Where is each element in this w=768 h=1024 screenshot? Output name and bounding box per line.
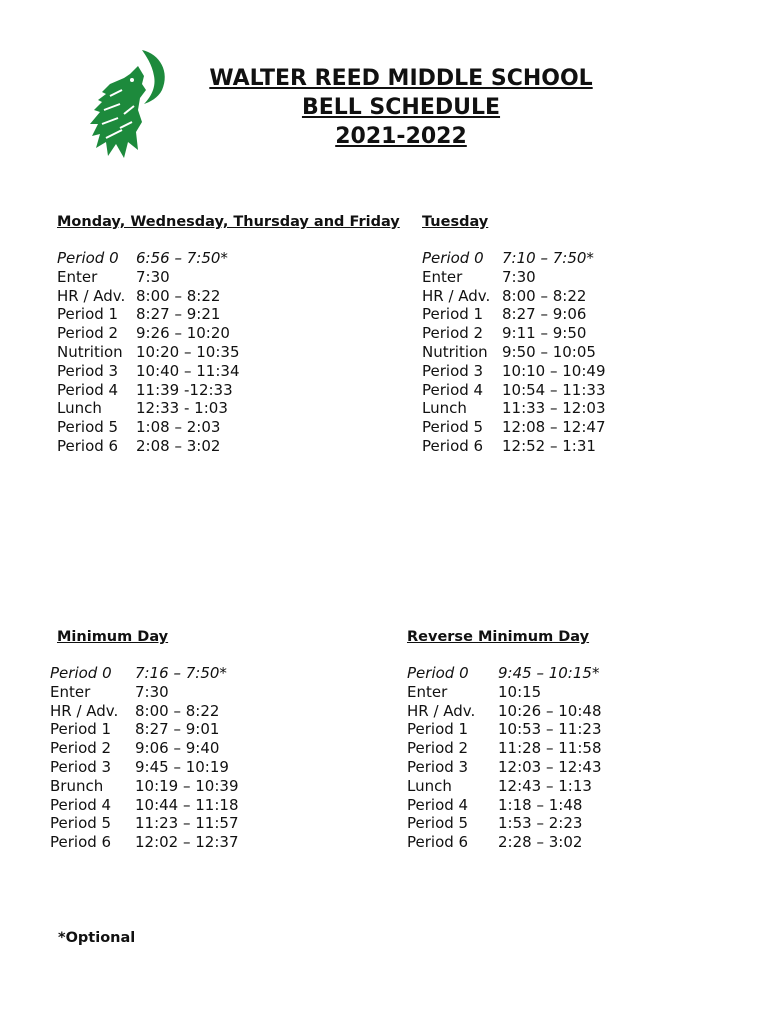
period-time: 8:00 – 8:22 bbox=[135, 701, 220, 720]
schedule-row bbox=[50, 739, 239, 758]
period-time: 9:50 – 10:05 bbox=[502, 342, 596, 361]
period-label: Period 1 bbox=[422, 305, 484, 324]
period-label: Period 4 bbox=[422, 380, 484, 399]
period-label: Period 5 bbox=[407, 814, 469, 833]
schedule-row bbox=[407, 720, 602, 739]
period-time: 10:44 – 11:18 bbox=[135, 795, 239, 814]
school-name: WALTER REED MIDDLE SCHOOL bbox=[209, 66, 593, 91]
schedule-block bbox=[407, 629, 602, 852]
schedule-row bbox=[50, 664, 239, 683]
schedule-row bbox=[422, 249, 606, 268]
schedule-row bbox=[422, 381, 606, 400]
period-time: 9:45 – 10:15* bbox=[498, 664, 600, 682]
period-time: 10:26 – 10:48 bbox=[498, 701, 602, 720]
schedule-row bbox=[407, 796, 602, 815]
schedule-row bbox=[57, 249, 400, 268]
schedule-row bbox=[407, 833, 602, 852]
period-label: Enter bbox=[50, 682, 91, 701]
period-label: Period 6 bbox=[407, 833, 469, 852]
period-time: 10:20 – 10:35 bbox=[136, 342, 240, 361]
school-year: 2021-2022 bbox=[335, 124, 467, 149]
period-label: Lunch bbox=[407, 776, 452, 795]
period-label: Enter bbox=[57, 267, 98, 286]
schedule-row bbox=[422, 268, 606, 287]
schedule-row bbox=[407, 739, 602, 758]
period-time: 9:26 – 10:20 bbox=[136, 324, 230, 343]
schedule-row bbox=[422, 287, 606, 306]
period-label: HR / Adv. bbox=[422, 286, 491, 305]
period-time: 12:02 – 12:37 bbox=[135, 833, 239, 852]
period-time: 6:56 – 7:50* bbox=[136, 249, 228, 267]
period-time: 10:15 bbox=[498, 682, 542, 701]
period-label: Period 1 bbox=[407, 720, 469, 739]
period-label: Period 3 bbox=[422, 361, 484, 380]
document-title: BELL SCHEDULE bbox=[301, 95, 501, 120]
schedule-row bbox=[57, 362, 400, 381]
schedule-row bbox=[422, 324, 606, 343]
period-time: 12:43 – 1:13 bbox=[498, 776, 592, 795]
schedule-row bbox=[422, 343, 606, 362]
period-time: 11:39 -12:33 bbox=[136, 380, 233, 399]
period-label: Period 0 bbox=[57, 249, 119, 267]
schedule-heading: Minimum Day bbox=[57, 629, 169, 645]
schedule-row bbox=[407, 683, 602, 702]
period-time: 8:00 – 8:22 bbox=[136, 286, 221, 305]
schedule-row bbox=[57, 324, 400, 343]
schedule-block bbox=[422, 214, 606, 456]
period-time: 1:53 – 2:23 bbox=[498, 814, 583, 833]
period-label: Lunch bbox=[57, 399, 102, 418]
schedule-row bbox=[50, 777, 239, 796]
schedule-block bbox=[57, 214, 400, 456]
period-time: 12:52 – 1:31 bbox=[502, 436, 596, 455]
schedule-block bbox=[50, 629, 239, 852]
schedule-heading: Tuesday bbox=[422, 214, 489, 230]
period-time: 10:54 – 11:33 bbox=[502, 380, 606, 399]
period-time: 7:30 bbox=[136, 267, 170, 286]
schedule-row bbox=[57, 343, 400, 362]
period-time: 10:53 – 11:23 bbox=[498, 720, 602, 739]
schedule-row bbox=[50, 758, 239, 777]
period-label: Period 5 bbox=[50, 814, 112, 833]
period-time: 8:00 – 8:22 bbox=[502, 286, 587, 305]
period-time: 7:30 bbox=[135, 682, 169, 701]
period-label: Lunch bbox=[422, 399, 467, 418]
period-label: Period 1 bbox=[57, 305, 119, 324]
period-time: 11:28 – 11:58 bbox=[498, 739, 602, 758]
footnote: *Optional bbox=[58, 930, 136, 946]
schedule-row bbox=[407, 758, 602, 777]
period-label: Period 4 bbox=[50, 795, 112, 814]
period-label: Period 2 bbox=[422, 324, 484, 343]
period-label: Period 6 bbox=[422, 436, 484, 455]
period-time: 9:45 – 10:19 bbox=[135, 757, 229, 776]
schedule-row bbox=[57, 268, 400, 287]
period-time: 2:28 – 3:02 bbox=[498, 833, 583, 852]
schedule-row bbox=[50, 683, 239, 702]
schedule-heading: Monday, Wednesday, Thursday and Friday bbox=[57, 214, 400, 230]
schedule-row bbox=[50, 833, 239, 852]
period-label: Enter bbox=[422, 267, 463, 286]
period-time: 10:40 – 11:34 bbox=[136, 361, 240, 380]
period-label: Period 3 bbox=[407, 757, 469, 776]
schedule-row bbox=[50, 796, 239, 815]
schedule-row bbox=[57, 287, 400, 306]
period-label: Enter bbox=[407, 682, 448, 701]
schedule-rows bbox=[407, 664, 602, 852]
schedule-row bbox=[50, 814, 239, 833]
schedule-row bbox=[57, 437, 400, 456]
period-label: Period 0 bbox=[50, 664, 112, 682]
period-label: HR / Adv. bbox=[407, 701, 476, 720]
schedule-row bbox=[57, 418, 400, 437]
period-label: Period 2 bbox=[50, 739, 112, 758]
period-time: 7:16 – 7:50* bbox=[135, 664, 227, 682]
period-time: 8:27 – 9:06 bbox=[502, 305, 587, 324]
period-time: 10:19 – 10:39 bbox=[135, 776, 239, 795]
schedule-row bbox=[422, 399, 606, 418]
schedule-row bbox=[422, 305, 606, 324]
schedule-row bbox=[407, 777, 602, 796]
period-time: 12:33 - 1:03 bbox=[136, 399, 228, 418]
period-time: 8:27 – 9:21 bbox=[136, 305, 221, 324]
period-time: 11:33 – 12:03 bbox=[502, 399, 606, 418]
period-label: Period 4 bbox=[407, 795, 469, 814]
period-time: 2:08 – 3:02 bbox=[136, 436, 221, 455]
period-label: Period 6 bbox=[57, 436, 119, 455]
period-label: Period 2 bbox=[407, 739, 469, 758]
period-time: 7:30 bbox=[502, 267, 536, 286]
period-label: HR / Adv. bbox=[50, 701, 119, 720]
period-label: Period 0 bbox=[407, 664, 469, 682]
period-label: Brunch bbox=[50, 776, 104, 795]
period-time: 10:10 – 10:49 bbox=[502, 361, 606, 380]
period-time: 9:06 – 9:40 bbox=[135, 739, 220, 758]
schedule-row bbox=[407, 702, 602, 721]
school-logo bbox=[80, 44, 176, 164]
schedule-row bbox=[57, 305, 400, 324]
schedule-row bbox=[57, 399, 400, 418]
period-time: 9:11 – 9:50 bbox=[502, 324, 587, 343]
schedule-row bbox=[422, 437, 606, 456]
period-label: Period 5 bbox=[422, 418, 484, 437]
period-label: HR / Adv. bbox=[57, 286, 126, 305]
schedule-row bbox=[407, 664, 602, 683]
period-time: 1:18 – 1:48 bbox=[498, 795, 583, 814]
period-time: 7:10 – 7:50* bbox=[502, 249, 594, 267]
schedule-row bbox=[422, 418, 606, 437]
period-label: Period 4 bbox=[57, 380, 119, 399]
period-label: Period 1 bbox=[50, 720, 112, 739]
schedule-rows bbox=[57, 249, 400, 456]
schedule-row bbox=[422, 362, 606, 381]
period-time: 12:08 – 12:47 bbox=[502, 418, 606, 437]
schedule-rows bbox=[50, 664, 239, 852]
period-label: Period 2 bbox=[57, 324, 119, 343]
period-label: Period 5 bbox=[57, 418, 119, 437]
period-time: 12:03 – 12:43 bbox=[498, 757, 602, 776]
period-label: Nutrition bbox=[422, 342, 488, 361]
wolf-moon-icon bbox=[80, 44, 176, 164]
period-label: Period 3 bbox=[57, 361, 119, 380]
period-label: Period 0 bbox=[422, 249, 484, 267]
schedule-row bbox=[407, 814, 602, 833]
period-label: Period 3 bbox=[50, 757, 112, 776]
schedule-row bbox=[50, 702, 239, 721]
period-label: Nutrition bbox=[57, 342, 123, 361]
period-time: 11:23 – 11:57 bbox=[135, 814, 239, 833]
schedule-rows bbox=[422, 249, 606, 456]
period-label: Period 6 bbox=[50, 833, 112, 852]
period-time: 1:08 – 2:03 bbox=[136, 418, 221, 437]
schedule-row bbox=[50, 720, 239, 739]
schedule-row bbox=[57, 381, 400, 400]
schedule-heading: Reverse Minimum Day bbox=[407, 629, 590, 645]
period-time: 8:27 – 9:01 bbox=[135, 720, 220, 739]
